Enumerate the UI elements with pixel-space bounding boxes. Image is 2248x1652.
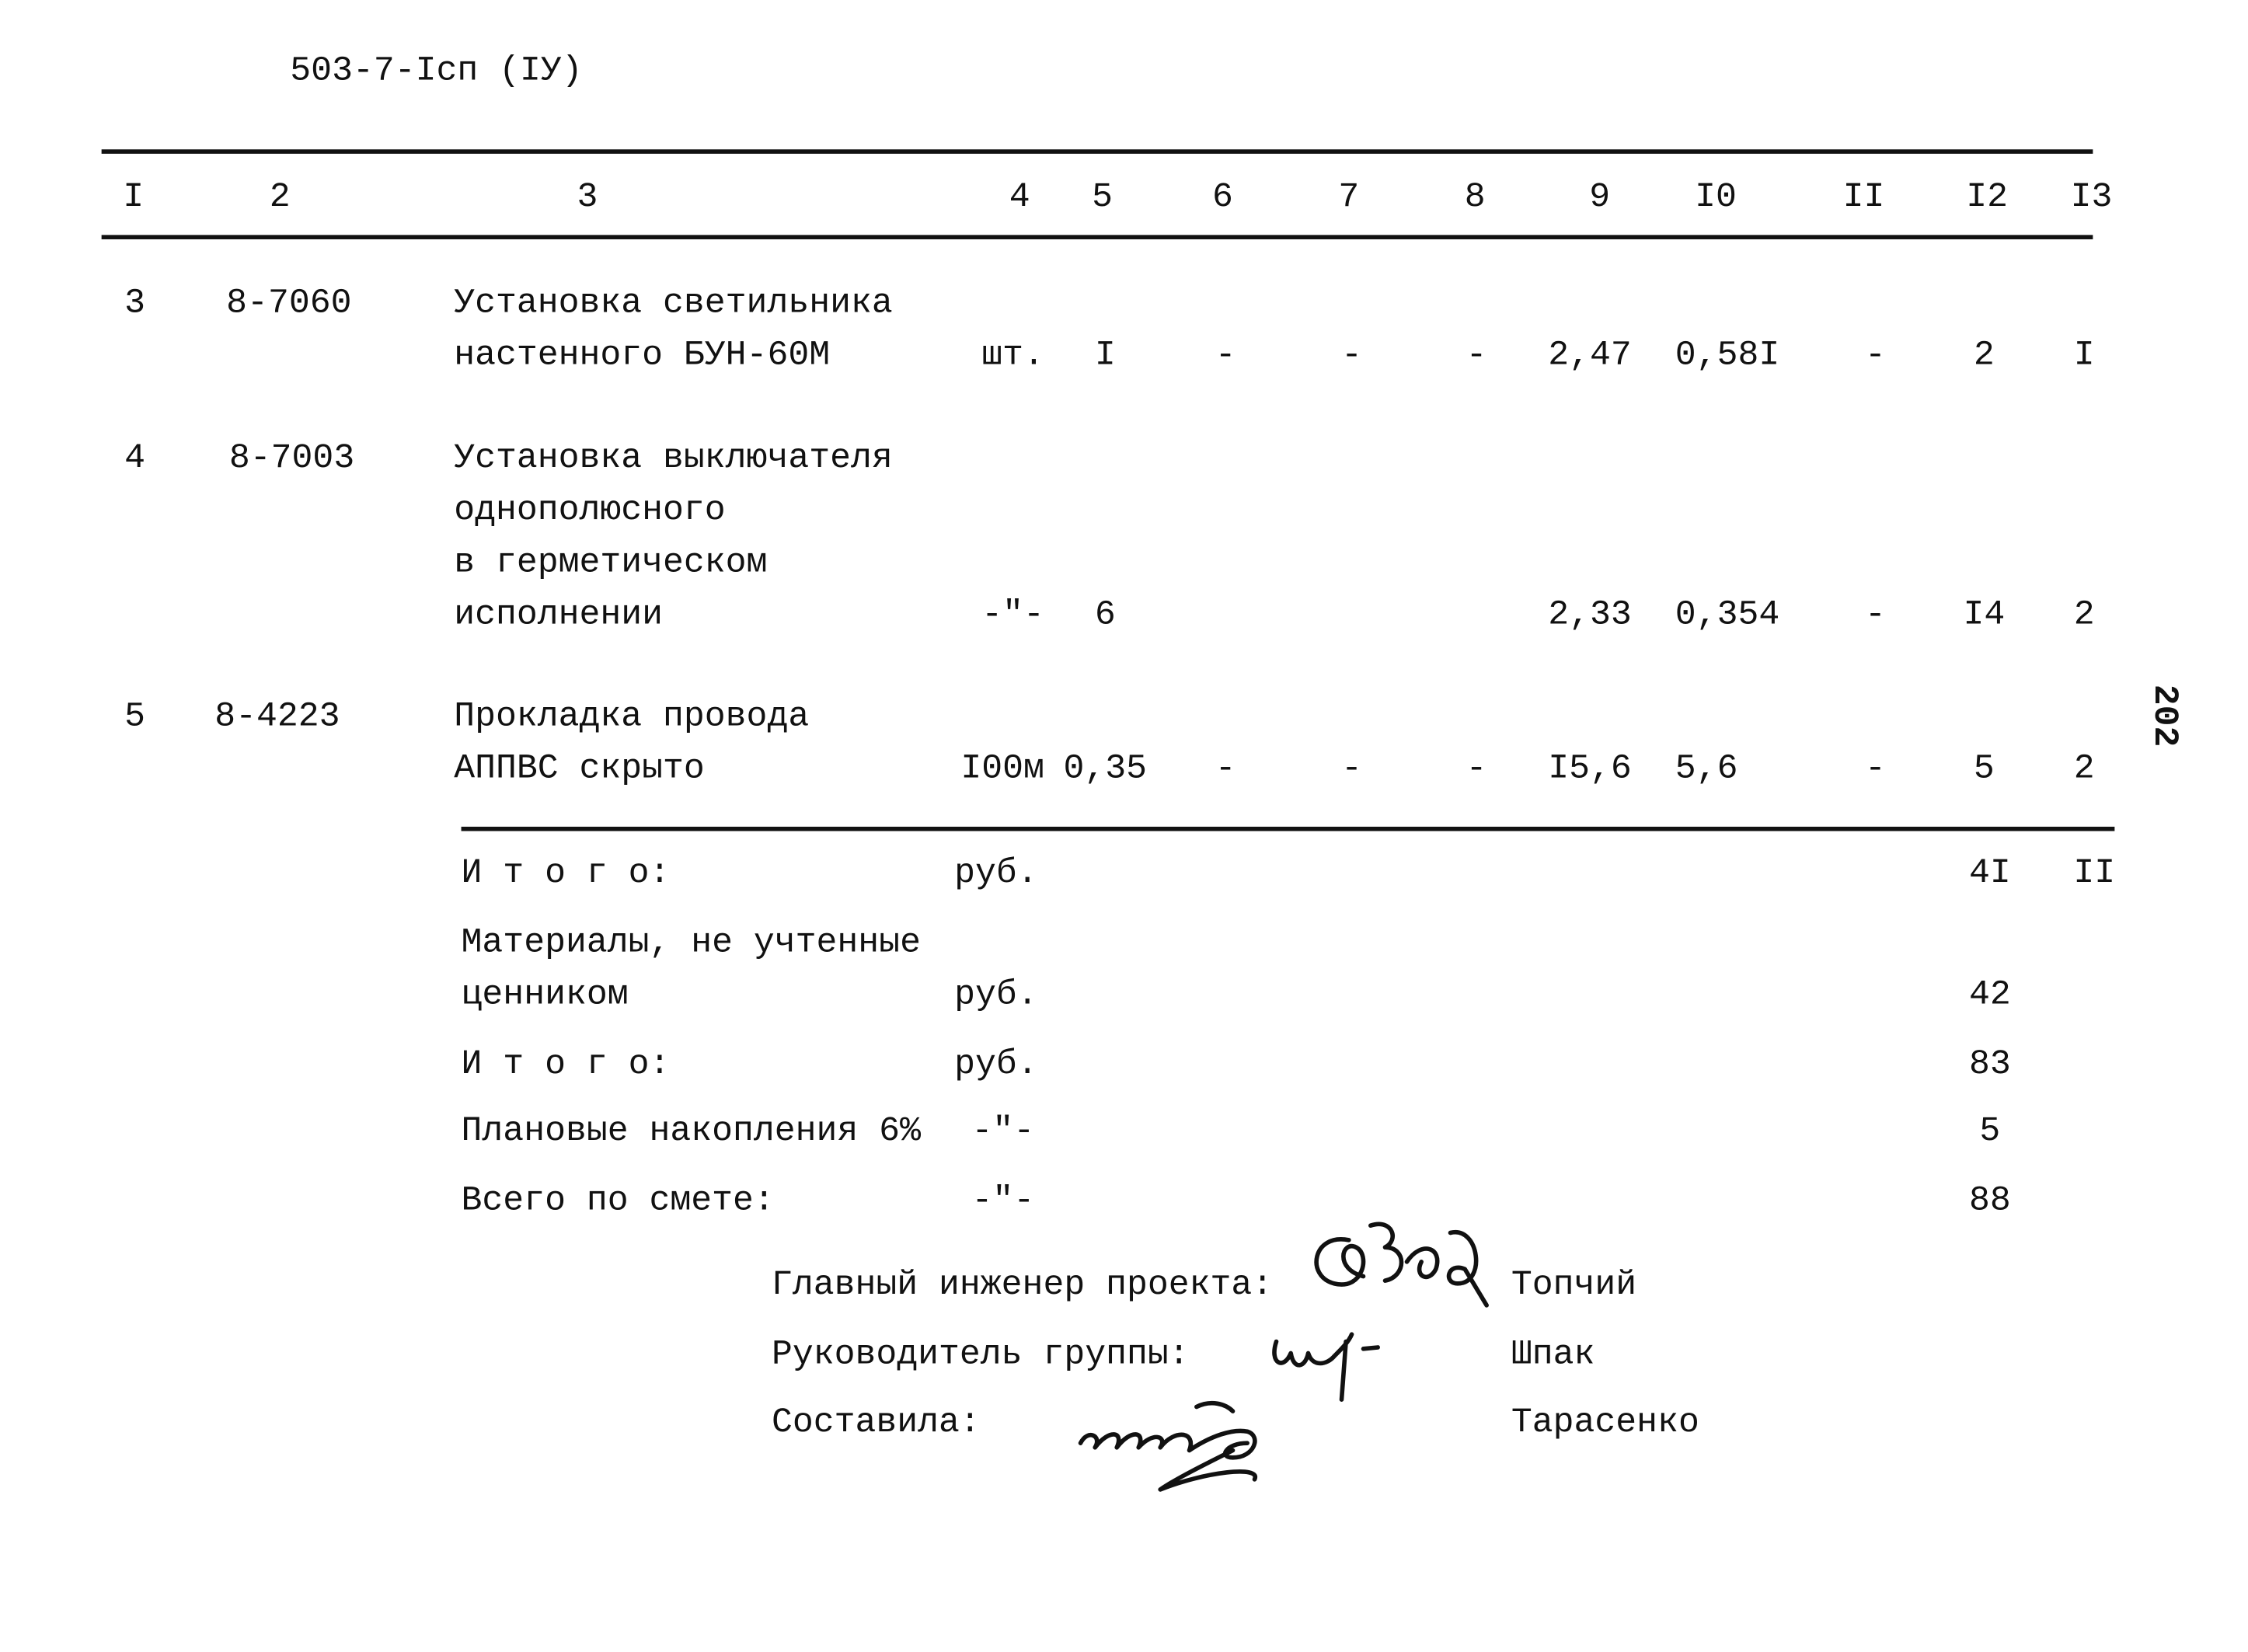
total-label: ценником	[461, 976, 629, 1016]
work-description: Прокладка провода	[454, 697, 810, 737]
column-header-6: 6	[1212, 178, 1233, 218]
total-col-12: 42	[1968, 976, 2011, 1016]
column-header-3: 3	[577, 178, 598, 218]
total-col-12: 83	[1968, 1045, 2011, 1086]
quantity: 6	[1094, 596, 1116, 636]
total-col-12: 5	[1979, 1112, 2001, 1152]
total-col-12: 88	[1968, 1182, 2011, 1222]
total-unit: руб.	[954, 976, 1038, 1016]
total-unit: -"-	[971, 1182, 1035, 1222]
col-7: -	[1341, 336, 1363, 376]
header-bottom-rule	[102, 235, 2093, 239]
total-label: Плановые накопления 6%	[461, 1112, 921, 1152]
col-13: 2	[2073, 749, 2095, 789]
col-11: -	[1864, 749, 1886, 789]
column-header-5: 5	[1092, 178, 1113, 218]
col-9: I5,6	[1548, 749, 1632, 789]
signature-role: Руководитель группы:	[771, 1336, 1190, 1375]
work-description: в герметическом	[454, 543, 768, 584]
work-description: исполнении	[454, 596, 664, 636]
column-header-10: I0	[1695, 178, 1737, 218]
total-col-13: II	[2073, 854, 2116, 894]
column-header-12: I2	[1966, 178, 2008, 218]
column-header-7: 7	[1338, 178, 1360, 218]
column-header-2: 2	[269, 178, 291, 218]
unit: шт.	[981, 336, 1044, 376]
signature-chief-engineer	[1305, 1211, 1494, 1313]
work-description: однополюсного	[454, 491, 726, 531]
col-10: 0,58I	[1675, 336, 1780, 376]
total-unit: руб.	[954, 854, 1038, 894]
rate-code: 8-4223	[214, 697, 340, 737]
col-6: -	[1215, 749, 1236, 789]
row-number: 5	[124, 697, 146, 737]
col-12: I4	[1963, 596, 2006, 636]
total-col-12: 4I	[1968, 854, 2011, 894]
quantity: 0,35	[1063, 749, 1148, 789]
column-header-1: I	[123, 178, 145, 218]
col-11: -	[1864, 336, 1886, 376]
signatory-name: Шпак	[1511, 1336, 1595, 1375]
col-9: 2,33	[1548, 596, 1632, 636]
column-header-4: 4	[1009, 178, 1030, 218]
row-number: 4	[124, 439, 146, 479]
column-header-9: 9	[1589, 178, 1611, 218]
col-11: -	[1864, 596, 1886, 636]
column-header-13: I3	[2070, 178, 2113, 218]
totals-rule	[462, 827, 2115, 831]
col-13: 2	[2073, 596, 2095, 636]
signature-role: Главный инженер проекта:	[771, 1266, 1274, 1305]
work-description: АППВС скрыто	[454, 749, 705, 789]
col-8: -	[1466, 749, 1487, 789]
rate-code: 8-7003	[228, 439, 355, 479]
col-8: -	[1466, 336, 1487, 376]
signatory-name: Топчий	[1511, 1266, 1637, 1305]
col-9: 2,47	[1548, 336, 1632, 376]
signature-role: Составила:	[771, 1403, 981, 1444]
signature-compiler	[1073, 1399, 1305, 1501]
rate-code: 8-7060	[226, 284, 352, 324]
unit: -"-	[981, 596, 1044, 636]
col-6: -	[1215, 336, 1236, 376]
work-description: Установка светильника	[454, 284, 893, 324]
col-10: 0,354	[1675, 596, 1780, 636]
table-top-rule	[102, 149, 2093, 154]
total-label: Всего по смете:	[461, 1182, 775, 1222]
signatory-name: Тарасенко	[1511, 1403, 1699, 1444]
total-label: И т о г о:	[461, 854, 671, 894]
total-unit: руб.	[954, 1045, 1038, 1086]
page-number: 202	[2143, 684, 2184, 748]
total-unit: -"-	[971, 1112, 1035, 1152]
column-header-8: 8	[1464, 178, 1486, 218]
quantity: I	[1094, 336, 1116, 376]
total-label: Материалы, не учтенные	[461, 923, 921, 964]
unit: I00м	[960, 749, 1044, 789]
work-description: настенного БУН-60М	[454, 336, 831, 376]
total-label: И т о г о:	[461, 1045, 671, 1086]
col-7: -	[1341, 749, 1363, 789]
col-10: 5,6	[1675, 749, 1738, 789]
row-number: 3	[124, 284, 146, 324]
document-code: 503-7-Iсп (IУ)	[290, 52, 583, 92]
work-description: Установка выключателя	[454, 439, 893, 479]
col-13: I	[2073, 336, 2095, 376]
col-12: 2	[1973, 336, 1995, 376]
column-header-11: II	[1842, 178, 1885, 218]
col-12: 5	[1973, 749, 1995, 789]
